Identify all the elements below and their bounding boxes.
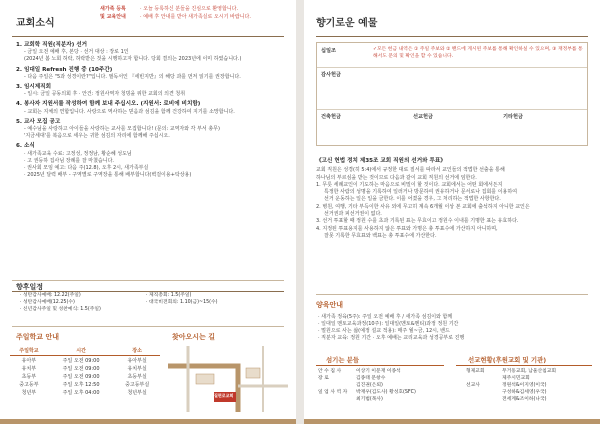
- table-row: [10, 356, 160, 365]
- news-item: [16, 84, 288, 98]
- table-header: 장소: [114, 346, 160, 356]
- schedule-col-1: [20, 292, 101, 314]
- offering-divider: [317, 109, 587, 110]
- schedule-title: 향후일정: [16, 283, 44, 291]
- table-header: 시간: [48, 346, 114, 356]
- news-item: [16, 119, 288, 141]
- left-page: [0, 0, 296, 424]
- servant-names: 김종태 문창수: [356, 376, 386, 381]
- table-row: [10, 380, 160, 388]
- news-heading: 5. 교사 모집 공고: [16, 118, 61, 125]
- article-line: 잘못 기록한 무효표와 백표는 총 투표수에 가산한다.: [324, 232, 437, 239]
- offering-title: 향기로운 예물: [316, 18, 378, 29]
- mission-role: 선교사: [466, 383, 480, 388]
- nurture-list: [318, 314, 588, 342]
- table-row: [10, 364, 160, 372]
- table-row: [10, 388, 160, 396]
- servant-role: 안 수 집 사: [318, 369, 342, 374]
- servant-names: 김진권(은퇴): [356, 383, 383, 388]
- news-line: · 새가족교육 수료: 고정성, 정정남, 황순혜 성도님: [24, 150, 132, 157]
- news-item: [16, 101, 288, 115]
- news-line: - 일시: 금일 공동의회 후 · 안건: 정원사역자 청빙을 위한 교회의 의견 청취: [24, 91, 186, 98]
- news-list: [16, 42, 288, 182]
- section-divider: [12, 280, 284, 281]
- offering-box: [316, 42, 588, 146]
- mission-names: 무거동교회, 남울산침교회: [502, 369, 557, 374]
- article-line: 2. 병원, 여행, 기타 부득이한 사유 외에 무고히 계속 6개월 이상 본 교회에 출석하지 아니한 교인은: [316, 203, 530, 210]
- header-note-label: 및 교육안내: [100, 13, 126, 20]
- news-heading: 1. 교회학 직원(직분자) 선거: [16, 42, 88, 48]
- news-item: [16, 42, 288, 64]
- title-rule: [12, 36, 284, 37]
- section-divider: [12, 326, 284, 327]
- table-cell: 유치부실: [127, 365, 147, 372]
- page-edge-bar: [0, 419, 296, 424]
- table-cell: 중고등부실: [125, 381, 150, 388]
- header-notes: [100, 6, 290, 21]
- news-line: · 고 권등하 집사님 장례를 잘 마쳤습니다.: [24, 157, 114, 164]
- news-line: - 금일 오전 예배 후, 본당 · 선거 대상 : 장로 1인: [24, 49, 129, 56]
- mission-rule: [456, 365, 592, 366]
- mission-names: 구성하&김세영(우국): [502, 390, 547, 395]
- nurture-item: · 새가족 정육(5주): 주일 오전 예배 후 / 새가족 섬김이와 함께: [318, 314, 453, 320]
- header-note-row: [100, 6, 290, 14]
- mission-names: 제주시민교회: [502, 376, 530, 381]
- mission-names: 전세계&조이하(나국): [502, 397, 547, 402]
- news-heading: 3. 임시제직회: [16, 84, 51, 91]
- servant-role: 장 로: [318, 376, 329, 381]
- servant-names: 최기범(목사): [356, 397, 383, 402]
- offering-label: 감사헌금: [321, 72, 342, 78]
- church-map: [168, 346, 288, 412]
- news-line: '지금세대'를 복음으로 세우는 귀한 섬김의 자리에 함께해 주십시오.: [24, 133, 170, 140]
- sunday-school-table: [10, 346, 160, 396]
- table-cell: 청년부: [21, 389, 37, 396]
- article-line: 1. 무릇 세례교인이 기도하는 마음으로 비밀이 할 것이다. 교회에서는 어떤 회에서든지: [316, 181, 503, 188]
- header-note-label: 새가족 등록: [100, 6, 126, 12]
- news-line: · 2025년 달력 배부 - 구역별로 구역장을 통해 배부합니다(벽걸이용+탁상용): [24, 172, 192, 179]
- header-note-text: · 오늘 등록하신 분들을 진심으로 환영합니다.: [140, 6, 239, 12]
- offering-divider: [317, 67, 587, 68]
- table-cell: 초등부: [21, 373, 37, 380]
- table-cell: 중고등부: [19, 381, 39, 388]
- table-row: [10, 372, 160, 380]
- news-line: (2024년 봄 노회 허락, 허락받은 것을 시행하고자 합니다. 당회 결의는 2023년에 이미 하였습니다.): [24, 56, 242, 63]
- table-header: 주일학교: [10, 346, 48, 356]
- schedule-item: · 대국비전회의: 1.10(금)~15(수): [146, 300, 218, 306]
- directions-title: 찾아오시는 길: [172, 333, 216, 341]
- offering-label: 십일조: [321, 48, 337, 54]
- church-news-title: 교회소식: [16, 18, 55, 29]
- article-line: 3. 선거 투표할 때 정원 수를 초과 기록된 표는 무효이고 정원수 이내를 기명한 표는 유효하다.: [316, 218, 519, 225]
- news-item: [16, 143, 288, 179]
- offering-label: 건축헌금: [321, 114, 342, 120]
- table-cell: 유치부: [21, 365, 37, 372]
- table-cell: 청년부실: [127, 389, 147, 396]
- table-cell: 초등부실: [127, 373, 147, 380]
- servant-names: 이상기 이문재 이종석: [356, 369, 401, 374]
- schedule-col-2: [146, 292, 218, 306]
- header-note-text: · 예배 후 안내를 받아 새가족실로 오시기 바랍니다.: [140, 13, 251, 20]
- mission-names: 정원석&이지영(이국): [502, 383, 547, 388]
- servants-rule: [316, 365, 444, 366]
- article-line: 교회 직원은 성경(히 5:4)에서 규정한 대로 질서를 따라서 교인들의 적법한 선출을 통해: [316, 167, 505, 174]
- schedule-item: · 성탄감사예배(12.25(수): [20, 300, 75, 306]
- article-heading: 《고신 헌법 정치 제35조 교회 직원의 선거와 투표》: [316, 158, 446, 164]
- news-line: - 예수님을 사랑하고 아이들을 사랑하는 교사를 모집합니다! (문의: 교역자와 각 부서 총무): [24, 126, 220, 133]
- table-cell: 유아부: [21, 357, 37, 364]
- schedule-item: · 제직총회: 1.5(주일): [146, 293, 192, 298]
- article-line: 특정한 사람의 성명을 기록하여 일러거나 방문하여 권유하거나 문서로나 집회를 이용하여: [324, 189, 518, 196]
- offering-label: 기타헌금: [503, 114, 524, 120]
- mission-title: 선교현황(후원교회 및 기관): [468, 356, 547, 364]
- news-heading: 6. 소식: [16, 143, 35, 150]
- page-edge-bar: [304, 419, 600, 424]
- table-header-row: [10, 346, 160, 356]
- news-line: - 다음 주일은 "5과 성경이란?"입니다. 필독서인 『세빈지반』의 해당 과를 먼저 읽기를 권장합니다.: [24, 73, 241, 80]
- nurture-item: · 직분자 교육: 정원 기간 · 오후 예배는 교리교육과 성경공부로 진행: [318, 335, 465, 342]
- header-note-row: [100, 14, 290, 22]
- servant-role: 일 업 사 역 자: [318, 390, 348, 395]
- table-cell: 주일 오전 09:00: [62, 365, 100, 372]
- section-divider: [316, 294, 588, 295]
- news-item: [16, 67, 288, 81]
- map-church-label: 질편로교회: [214, 393, 234, 398]
- news-line: - 교회는 지체의 연합입니다. 사랑으로 역사하는 믿음과 섬김을 함께 건강하여 지기를 소망합니다.: [24, 108, 235, 115]
- article-line: 하나님의 부르심을 받는 것이므로 다음과 같이 교회 직원의 선거에 임한다.: [316, 174, 477, 181]
- servant-names: 박재우(김도사) 황성호(SFC): [356, 390, 416, 395]
- table-cell: 주일 오후 04:00: [62, 389, 100, 396]
- mission-role: 형제교회: [466, 369, 485, 374]
- constitution-article: [316, 158, 596, 240]
- nurture-title: 양육안내: [316, 301, 344, 309]
- article-line: 선거권과 피선거권이 없다.: [324, 211, 382, 218]
- table-cell: 주일 오전 09:00: [62, 357, 100, 364]
- table-cell: 주일 오후 12:50: [62, 381, 100, 388]
- table-cell: 주일 오전 09:00: [62, 373, 100, 380]
- article-line: 4. 지정된 투표용지를 사용하지 않은 투표와 가명은 총 투표수에 가산하지 아니하며,: [316, 225, 498, 232]
- nurture-item: · 멀원으로 사는 삶(예정 설교 적용): 매주 월~금, 12시, 밴드: [318, 328, 450, 335]
- article-line: 선거 운동하는 일은 일을 금한다. 이를 어겼을 경우, 그 처리하는 적법한 사항한다.: [324, 196, 501, 203]
- table-cell: 유아부실: [127, 357, 147, 364]
- sunday-school-title: 주일학교 안내: [16, 333, 60, 341]
- right-page: [304, 0, 600, 424]
- page-gutter: [296, 0, 304, 424]
- news-line: · 권사회 모임 예고: 다음 주(12.8), 오후 2시, 새가족부실: [24, 165, 149, 172]
- offering-label: 선교헌금: [413, 114, 434, 120]
- offering-note: ✓모든 헌금 내역은 ① 주일 주보와 ② 밴드에 게시된 주보를 통해 확인하실 수 있으며, ③ 재정부를 통해서도 문의 및 확인을 할 수 있습니다.: [373, 47, 583, 59]
- schedule-item: · 성탄감사예배: 12.22(주일): [20, 293, 81, 298]
- news-heading: 2. 임대일 Refresh 진행 중 (10주간): [16, 66, 113, 73]
- nurture-item: · 일대일 멘토교육과정(10주): 일대일(멘토&멘티)과정 정원 기간: [318, 321, 459, 328]
- schedule-item: · 신년감사주일 및 성찬예식: 1.5(주일): [20, 307, 101, 313]
- servants-title: 섬기는 분들: [326, 356, 360, 364]
- news-heading: 4. 봉사자 지원서를 작성하여 함께 보내 주십시오. (지원서: 로비에 비치함): [16, 101, 201, 108]
- title-rule: [316, 36, 588, 37]
